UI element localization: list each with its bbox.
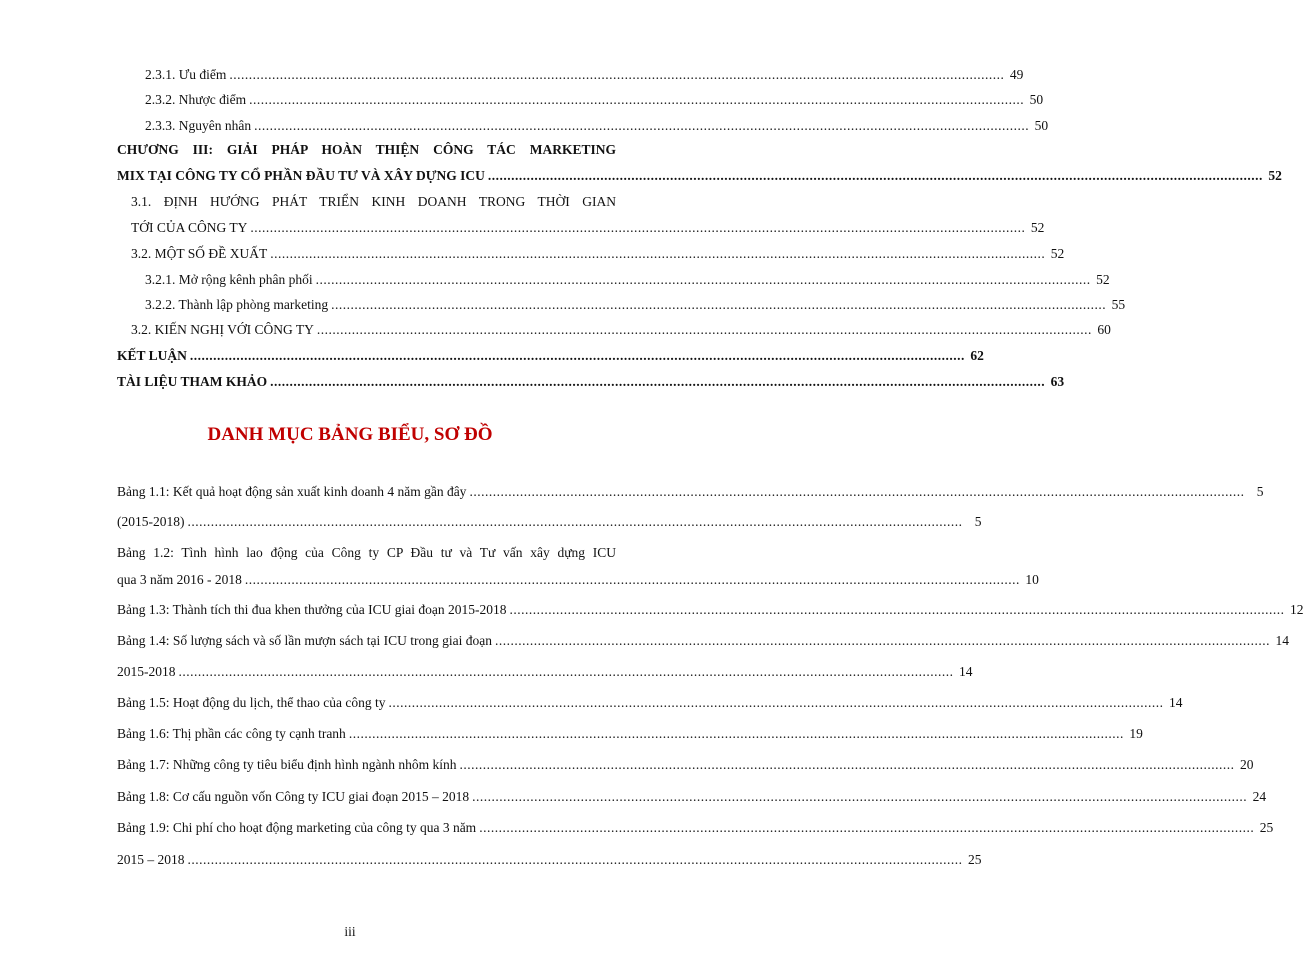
toc-entry-text: MIX TẠI CÔNG TY CỔ PHẦN ĐẦU TƯ VÀ XÂY DỰNG ICU: [117, 168, 485, 183]
table-entry-1-8[interactable]: Bảng 1.8: Cơ cấu nguồn vốn Công ty ICU giai đoạn 2015 – 2018 ........................................................................................................................................................................................................ 24: [117, 789, 1267, 804]
toc-entry-text: 3.2. KIẾN NGHỊ VỚI CÔNG TY: [131, 322, 314, 337]
table-entry-1-2-line1[interactable]: Bảng 1.2: Tình hình lao động của Công ty CP Đầu tư và Tư vấn xây dựng ICU: [117, 545, 616, 560]
toc-entry-page: 50: [1034, 118, 1049, 133]
table-entry-page: 25: [968, 852, 982, 867]
toc-entry-text: 2.3.2. Nhược điểm: [145, 92, 247, 107]
toc-entry-ket-luan[interactable]: KẾT LUẬN ........................................................................................................................................................................................................ 62: [117, 348, 984, 363]
table-entry-text: qua 3 năm 2016 - 2018: [117, 572, 242, 587]
table-entry-page: 12: [1290, 602, 1304, 617]
table-entry-text: Bảng 1.7: Những công ty tiêu biểu định hình ngành nhôm kính: [117, 757, 457, 772]
table-entry-1-5[interactable]: Bảng 1.5: Hoạt động du lịch, thể thao của công ty ........................................................................................................................................................................................................ 14: [117, 695, 1183, 710]
table-entry-text: (2015-2018): [117, 514, 185, 529]
table-entry-1-3[interactable]: Bảng 1.3: Thành tích thi đua khen thưởng của ICU giai đoạn 2015-2018 ........................................................................................................................................................................................................ 12: [117, 602, 1304, 617]
toc-entry-kien-nghi[interactable]: 3.2. KIẾN NGHỊ VỚI CÔNG TY ........................................................................................................................................................................................................ 60: [131, 322, 1111, 337]
toc-entry-page: 52: [1050, 246, 1065, 261]
toc-entry-text: KẾT LUẬN: [117, 348, 187, 363]
toc-entry-page: 62: [970, 348, 984, 363]
table-entry-page: 25: [1259, 820, 1274, 835]
table-entry-page: 14: [1275, 633, 1289, 648]
table-entry-page: 10: [1025, 572, 1039, 587]
toc-entry-3-1[interactable]: TỚI CỦA CÔNG TY ........................................................................................................................................................................................................ 52: [131, 220, 1045, 235]
toc-entry-tai-lieu[interactable]: TÀI LIỆU THAM KHẢO ........................................................................................................................................................................................................ 63: [117, 374, 1065, 389]
toc-entry-page: 50: [1029, 92, 1044, 107]
toc-entry-page: 60: [1097, 322, 1111, 337]
table-entry-page: 5: [974, 514, 982, 529]
toc-entry-3-2-2[interactable]: 3.2.2. Thành lập phòng marketing ........................................................................................................................................................................................................ 55: [145, 297, 1126, 312]
toc-entry-3-2-1[interactable]: 3.2.1. Mở rộng kênh phân phối ........................................................................................................................................................................................................ 52: [145, 272, 1110, 287]
table-entry-text: Bảng 1.1: Kết quả hoạt động sản xuất kinh doanh 4 năm gần đây: [117, 484, 467, 499]
table-entry-1-7[interactable]: Bảng 1.7: Những công ty tiêu biểu định hình ngành nhôm kính ........................................................................................................................................................................................................ 20: [117, 757, 1254, 772]
table-entry-text: Bảng 1.6: Thị phần các công ty cạnh tranh: [117, 726, 346, 741]
table-entry-1-9[interactable]: Bảng 1.9: Chi phí cho hoạt động marketing của công ty qua 3 năm ........................................................................................................................................................................................................ 25: [117, 820, 1274, 835]
toc-entry-2-3-3[interactable]: 2.3.3. Nguyên nhân ........................................................................................................................................................................................................ 50: [145, 118, 1049, 133]
table-entry-page: 14: [1168, 695, 1183, 710]
toc-entry-text: 2.3.3. Nguyên nhân: [145, 118, 252, 133]
toc-entry-page: 63: [1050, 374, 1065, 389]
toc-entry-2-3-2[interactable]: 2.3.2. Nhược điểm ........................................................................................................................................................................................................ 50: [145, 92, 1044, 107]
toc-entry-page: 55: [1111, 297, 1126, 312]
table-entry-text: Bảng 1.9: Chi phí cho hoạt động marketing của công ty qua 3 năm: [117, 820, 477, 835]
toc-entry-text: TÀI LIỆU THAM KHẢO: [117, 374, 268, 389]
toc-entry-text: 2.3.1. Ưu điểm: [145, 67, 227, 82]
toc-entry-page: 52: [1096, 272, 1110, 287]
table-entry-1-4-cont[interactable]: 2015-2018 ........................................................................................................................................................................................................ 14: [117, 664, 973, 679]
toc-entry-page: 49: [1009, 67, 1024, 82]
table-entry-1-9-cont[interactable]: 2015 – 2018 ........................................................................................................................................................................................................ 25: [117, 852, 982, 867]
table-entry-page: 5: [1256, 484, 1264, 499]
table-entry-page: 19: [1129, 726, 1143, 741]
toc-entry-page: 52: [1030, 220, 1045, 235]
toc-entry-text: 3.2.2. Thành lập phòng marketing: [145, 297, 329, 312]
toc-entry-2-3-1[interactable]: 2.3.1. Ưu điểm ........................................................................................................................................................................................................ 49: [145, 67, 1024, 82]
toc-entry-3-1-line1[interactable]: 3.1. ĐỊNH HƯỚNG PHÁT TRIỂN KINH DOANH TRONG THỜI GIAN: [131, 194, 616, 209]
toc-entry-text: 3.2. MỘT SỐ ĐỀ XUẤT: [131, 246, 268, 261]
toc-entry-page: 52: [1268, 168, 1282, 183]
toc-chapter-3-line1[interactable]: CHƯƠNG III: GIẢI PHÁP HOÀN THIỆN CÔNG TÁC MARKETING: [117, 142, 616, 157]
table-entry-text: Bảng 1.8: Cơ cấu nguồn vốn Công ty ICU giai đoạn 2015 – 2018: [117, 789, 470, 804]
toc-entry-3-2[interactable]: 3.2. MỘT SỐ ĐỀ XUẤT ........................................................................................................................................................................................................ 52: [131, 246, 1065, 261]
page-number: iii: [344, 924, 356, 939]
table-entry-1-4[interactable]: Bảng 1.4: Số lượng sách và số lần mượn sách tại ICU trong giai đoạn ........................................................................................................................................................................................................ 14: [117, 633, 1289, 648]
table-entry-text: Bảng 1.5: Hoạt động du lịch, thể thao của công ty: [117, 695, 386, 710]
table-entry-1-1[interactable]: Bảng 1.1: Kết quả hoạt động sản xuất kinh doanh 4 năm gần đây ........................................................................................................................................................................................................ 5: [117, 484, 1264, 499]
table-entry-page: 24: [1252, 789, 1267, 804]
toc-entry-text: 3.2.1. Mở rộng kênh phân phối: [145, 272, 313, 287]
table-entry-text: 2015 – 2018: [117, 852, 185, 867]
table-entry-text: Bảng 1.4: Số lượng sách và số lần mượn sách tại ICU trong giai đoạn: [117, 633, 492, 648]
table-entry-1-1-cont[interactable]: (2015-2018) ........................................................................................................................................................................................................ 5: [117, 514, 982, 529]
table-entry-1-6[interactable]: Bảng 1.6: Thị phần các công ty cạnh tranh ........................................................................................................................................................................................................ 19: [117, 726, 1143, 741]
table-entry-text: Bảng 1.3: Thành tích thi đua khen thưởng của ICU giai đoạn 2015-2018: [117, 602, 507, 617]
table-entry-page: 20: [1240, 757, 1254, 772]
toc-entry-text: TỚI CỦA CÔNG TY: [131, 220, 248, 235]
table-entry-page: 14: [959, 664, 973, 679]
table-entry-text: 2015-2018: [117, 664, 176, 679]
table-entry-1-2[interactable]: qua 3 năm 2016 - 2018 ........................................................................................................................................................................................................ 10: [117, 572, 1039, 587]
toc-chapter-3[interactable]: MIX TẠI CÔNG TY CỔ PHẦN ĐẦU TƯ VÀ XÂY DỰNG ICU ........................................................................................................................................................................................................ 52: [117, 168, 1282, 183]
list-of-tables-title: DANH MỤC BẢNG BIỂU, SƠ ĐỒ: [207, 424, 493, 445]
